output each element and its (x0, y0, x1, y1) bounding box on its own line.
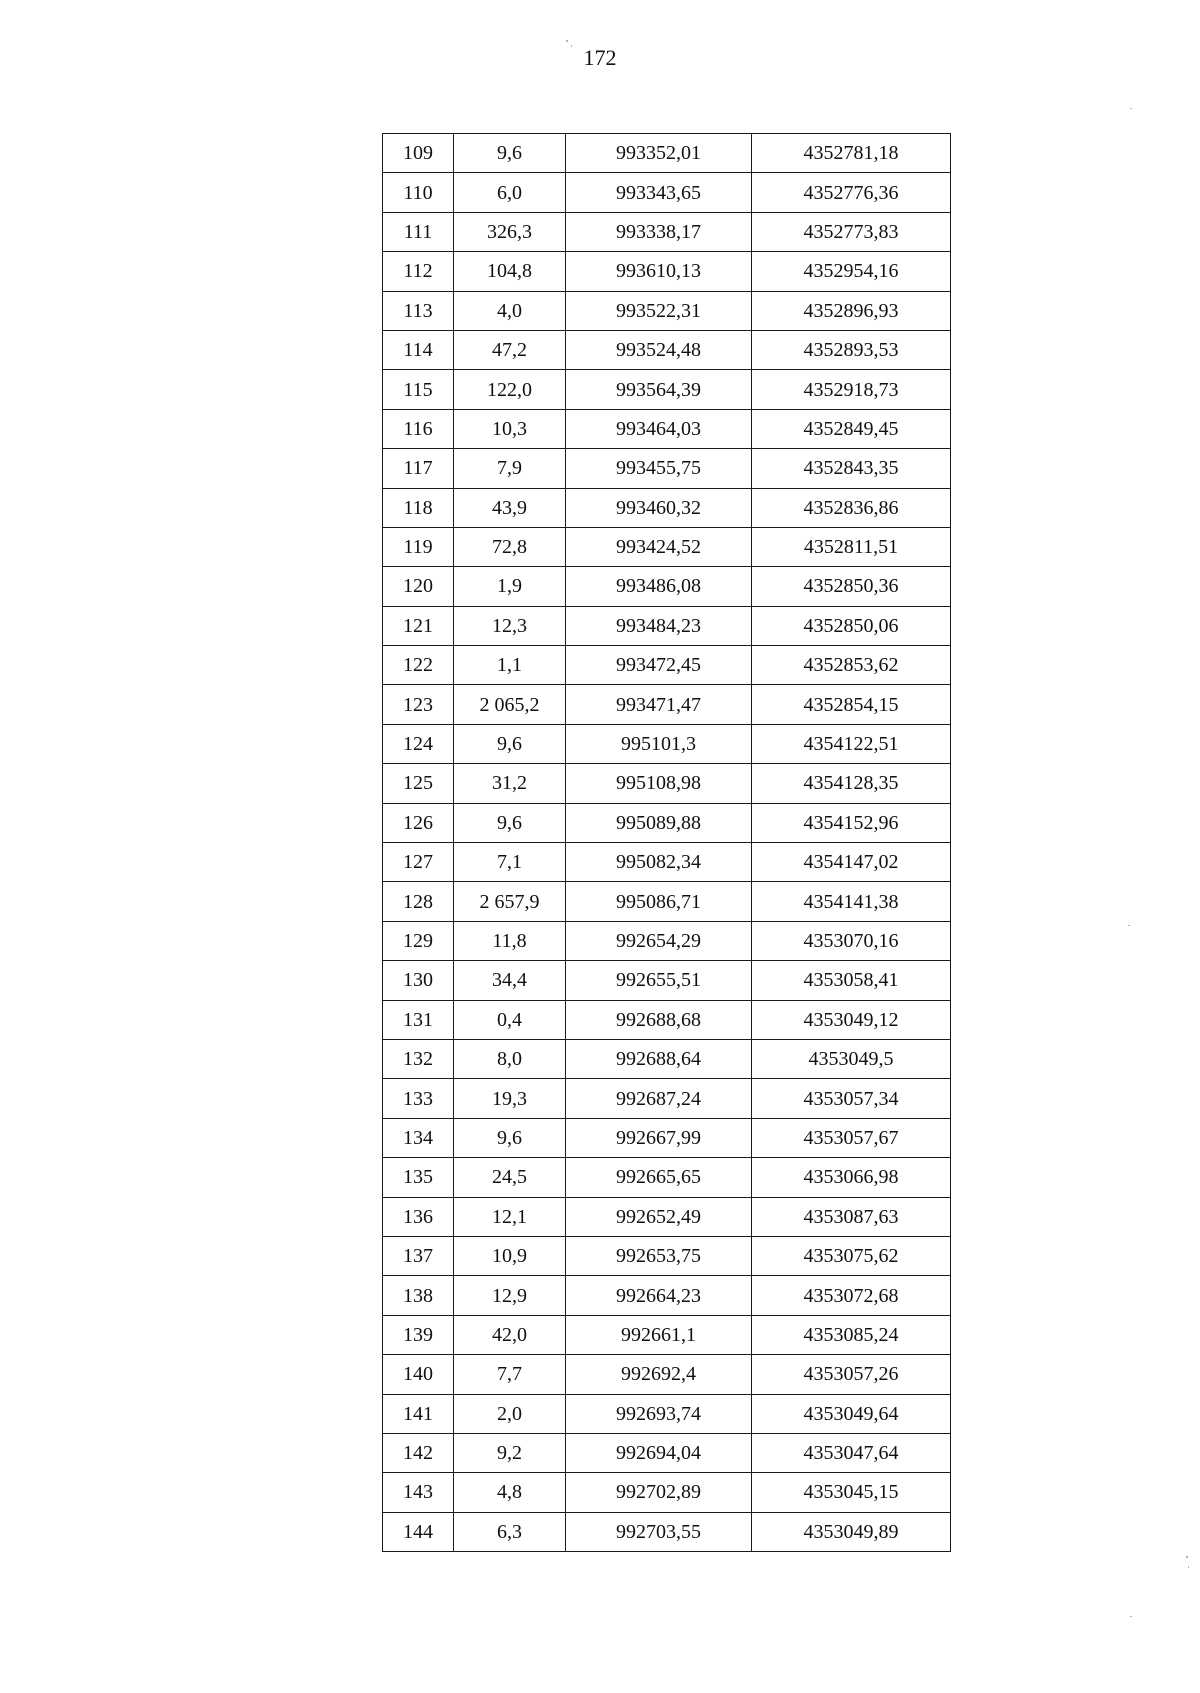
y-coordinate-cell: 4354152,96 (752, 803, 951, 842)
point-number-cell: 125 (383, 764, 454, 803)
y-coordinate-cell: 4354128,35 (752, 764, 951, 803)
x-coordinate-cell: 993352,01 (566, 134, 752, 173)
x-coordinate-cell: 993610,13 (566, 252, 752, 291)
y-coordinate-cell: 4352853,62 (752, 646, 951, 685)
y-coordinate-cell: 4353057,34 (752, 1079, 951, 1118)
x-coordinate-cell: 992654,29 (566, 921, 752, 960)
y-coordinate-cell: 4352850,06 (752, 606, 951, 645)
value-cell: 12,3 (454, 606, 566, 645)
table-row (383, 134, 951, 173)
value-cell: 6,3 (454, 1512, 566, 1551)
value-cell: 12,1 (454, 1197, 566, 1236)
scan-speck (571, 45, 572, 47)
table-row (383, 488, 951, 527)
x-coordinate-cell: 993471,47 (566, 685, 752, 724)
scan-speck (1130, 108, 1132, 109)
y-coordinate-cell: 4353045,15 (752, 1473, 951, 1512)
point-number-cell: 112 (383, 252, 454, 291)
point-number-cell: 138 (383, 1276, 454, 1315)
y-coordinate-cell: 4352893,53 (752, 330, 951, 369)
x-coordinate-cell: 993338,17 (566, 212, 752, 251)
y-coordinate-cell: 4352776,36 (752, 173, 951, 212)
value-cell: 9,2 (454, 1433, 566, 1472)
table-row (383, 1394, 951, 1433)
point-number-cell: 120 (383, 567, 454, 606)
value-cell: 2 065,2 (454, 685, 566, 724)
x-coordinate-cell: 993455,75 (566, 449, 752, 488)
x-coordinate-cell: 992665,65 (566, 1158, 752, 1197)
value-cell: 43,9 (454, 488, 566, 527)
value-cell: 34,4 (454, 961, 566, 1000)
x-coordinate-cell: 992667,99 (566, 1118, 752, 1157)
point-number-cell: 114 (383, 330, 454, 369)
x-coordinate-cell: 992653,75 (566, 1236, 752, 1275)
y-coordinate-cell: 4354147,02 (752, 843, 951, 882)
value-cell: 12,9 (454, 1276, 566, 1315)
value-cell: 7,7 (454, 1355, 566, 1394)
table-row (383, 567, 951, 606)
value-cell: 4,8 (454, 1473, 566, 1512)
value-cell: 104,8 (454, 252, 566, 291)
point-number-cell: 140 (383, 1355, 454, 1394)
value-cell: 7,9 (454, 449, 566, 488)
value-cell: 9,6 (454, 1118, 566, 1157)
y-coordinate-cell: 4353087,63 (752, 1197, 951, 1236)
value-cell: 10,9 (454, 1236, 566, 1275)
table-row (383, 1355, 951, 1394)
x-coordinate-cell: 992694,04 (566, 1433, 752, 1472)
value-cell: 19,3 (454, 1079, 566, 1118)
x-coordinate-cell: 992652,49 (566, 1197, 752, 1236)
value-cell: 8,0 (454, 1039, 566, 1078)
x-coordinate-cell: 992702,89 (566, 1473, 752, 1512)
table-row (383, 724, 951, 763)
coordinates-table-body (383, 134, 951, 1552)
y-coordinate-cell: 4353075,62 (752, 1236, 951, 1275)
value-cell: 7,1 (454, 843, 566, 882)
point-number-cell: 126 (383, 803, 454, 842)
y-coordinate-cell: 4353049,5 (752, 1039, 951, 1078)
point-number-cell: 123 (383, 685, 454, 724)
y-coordinate-cell: 4352850,36 (752, 567, 951, 606)
point-number-cell: 135 (383, 1158, 454, 1197)
point-number-cell: 118 (383, 488, 454, 527)
table-row (383, 1039, 951, 1078)
y-coordinate-cell: 4353047,64 (752, 1433, 951, 1472)
table-row (383, 921, 951, 960)
x-coordinate-cell: 995089,88 (566, 803, 752, 842)
value-cell: 47,2 (454, 330, 566, 369)
value-cell: 11,8 (454, 921, 566, 960)
table-row (383, 803, 951, 842)
table-row (383, 1512, 951, 1551)
value-cell: 9,6 (454, 803, 566, 842)
table-row (383, 1118, 951, 1157)
table-row (383, 1315, 951, 1354)
page-number: 172 (583, 45, 617, 70)
table-row (383, 961, 951, 1000)
value-cell: 9,6 (454, 134, 566, 173)
y-coordinate-cell: 4353057,26 (752, 1355, 951, 1394)
table-row (383, 173, 951, 212)
y-coordinate-cell: 4352843,35 (752, 449, 951, 488)
table-row (383, 1158, 951, 1197)
scan-speck (1186, 1556, 1188, 1558)
table-row (383, 409, 951, 448)
point-number-cell: 115 (383, 370, 454, 409)
x-coordinate-cell: 992688,64 (566, 1039, 752, 1078)
scan-speck (566, 40, 568, 42)
y-coordinate-cell: 4352954,16 (752, 252, 951, 291)
point-number-cell: 124 (383, 724, 454, 763)
value-cell: 2 657,9 (454, 882, 566, 921)
point-number-cell: 116 (383, 409, 454, 448)
table-row (383, 843, 951, 882)
point-number-cell: 131 (383, 1000, 454, 1039)
y-coordinate-cell: 4353058,41 (752, 961, 951, 1000)
value-cell: 42,0 (454, 1315, 566, 1354)
point-number-cell: 128 (383, 882, 454, 921)
point-number-cell: 133 (383, 1079, 454, 1118)
table-row (383, 1433, 951, 1472)
x-coordinate-cell: 993484,23 (566, 606, 752, 645)
value-cell: 24,5 (454, 1158, 566, 1197)
point-number-cell: 119 (383, 527, 454, 566)
x-coordinate-cell: 995101,3 (566, 724, 752, 763)
table-row (383, 449, 951, 488)
y-coordinate-cell: 4354141,38 (752, 882, 951, 921)
point-number-cell: 117 (383, 449, 454, 488)
point-number-cell: 142 (383, 1433, 454, 1472)
table-row (383, 1079, 951, 1118)
table-row (383, 252, 951, 291)
x-coordinate-cell: 992703,55 (566, 1512, 752, 1551)
x-coordinate-cell: 993472,45 (566, 646, 752, 685)
value-cell: 0,4 (454, 1000, 566, 1039)
y-coordinate-cell: 4353049,12 (752, 1000, 951, 1039)
x-coordinate-cell: 993524,48 (566, 330, 752, 369)
x-coordinate-cell: 995086,71 (566, 882, 752, 921)
scan-speck (1128, 925, 1130, 926)
y-coordinate-cell: 4353070,16 (752, 921, 951, 960)
table-row (383, 1236, 951, 1275)
x-coordinate-cell: 992693,74 (566, 1394, 752, 1433)
point-number-cell: 132 (383, 1039, 454, 1078)
coordinates-table (382, 133, 951, 1552)
point-number-cell: 137 (383, 1236, 454, 1275)
x-coordinate-cell: 992688,68 (566, 1000, 752, 1039)
x-coordinate-cell: 993522,31 (566, 291, 752, 330)
point-number-cell: 134 (383, 1118, 454, 1157)
value-cell: 10,3 (454, 409, 566, 448)
table-row (383, 527, 951, 566)
x-coordinate-cell: 995108,98 (566, 764, 752, 803)
x-coordinate-cell: 995082,34 (566, 843, 752, 882)
point-number-cell: 109 (383, 134, 454, 173)
table-row (383, 1276, 951, 1315)
y-coordinate-cell: 4352836,86 (752, 488, 951, 527)
point-number-cell: 139 (383, 1315, 454, 1354)
x-coordinate-cell: 993464,03 (566, 409, 752, 448)
y-coordinate-cell: 4352781,18 (752, 134, 951, 173)
point-number-cell: 110 (383, 173, 454, 212)
y-coordinate-cell: 4353072,68 (752, 1276, 951, 1315)
x-coordinate-cell: 992661,1 (566, 1315, 752, 1354)
point-number-cell: 129 (383, 921, 454, 960)
y-coordinate-cell: 4353049,89 (752, 1512, 951, 1551)
point-number-cell: 144 (383, 1512, 454, 1551)
point-number-cell: 127 (383, 843, 454, 882)
table-row (383, 1000, 951, 1039)
x-coordinate-cell: 993343,65 (566, 173, 752, 212)
x-coordinate-cell: 992664,23 (566, 1276, 752, 1315)
y-coordinate-cell: 4352854,15 (752, 685, 951, 724)
y-coordinate-cell: 4352918,73 (752, 370, 951, 409)
x-coordinate-cell: 993564,39 (566, 370, 752, 409)
table-row (383, 1197, 951, 1236)
value-cell: 9,6 (454, 724, 566, 763)
y-coordinate-cell: 4353085,24 (752, 1315, 951, 1354)
y-coordinate-cell: 4352896,93 (752, 291, 951, 330)
y-coordinate-cell: 4353066,98 (752, 1158, 951, 1197)
x-coordinate-cell: 993424,52 (566, 527, 752, 566)
table-row (383, 1473, 951, 1512)
point-number-cell: 111 (383, 212, 454, 251)
y-coordinate-cell: 4354122,51 (752, 724, 951, 763)
x-coordinate-cell: 992687,24 (566, 1079, 752, 1118)
point-number-cell: 141 (383, 1394, 454, 1433)
point-number-cell: 113 (383, 291, 454, 330)
table-row (383, 330, 951, 369)
scan-speck (1188, 1566, 1189, 1568)
table-row (383, 370, 951, 409)
x-coordinate-cell: 992692,4 (566, 1355, 752, 1394)
table-row (383, 646, 951, 685)
point-number-cell: 121 (383, 606, 454, 645)
x-coordinate-cell: 992655,51 (566, 961, 752, 1000)
y-coordinate-cell: 4352811,51 (752, 527, 951, 566)
x-coordinate-cell: 993486,08 (566, 567, 752, 606)
value-cell: 1,9 (454, 567, 566, 606)
scan-speck (1130, 1616, 1132, 1617)
table-row (383, 882, 951, 921)
point-number-cell: 130 (383, 961, 454, 1000)
value-cell: 326,3 (454, 212, 566, 251)
table-row (383, 764, 951, 803)
value-cell: 6,0 (454, 173, 566, 212)
point-number-cell: 143 (383, 1473, 454, 1512)
point-number-cell: 122 (383, 646, 454, 685)
table-row (383, 685, 951, 724)
value-cell: 2,0 (454, 1394, 566, 1433)
table-row (383, 212, 951, 251)
y-coordinate-cell: 4353057,67 (752, 1118, 951, 1157)
value-cell: 31,2 (454, 764, 566, 803)
y-coordinate-cell: 4352849,45 (752, 409, 951, 448)
table-row (383, 291, 951, 330)
y-coordinate-cell: 4353049,64 (752, 1394, 951, 1433)
value-cell: 1,1 (454, 646, 566, 685)
value-cell: 4,0 (454, 291, 566, 330)
table-row (383, 606, 951, 645)
x-coordinate-cell: 993460,32 (566, 488, 752, 527)
point-number-cell: 136 (383, 1197, 454, 1236)
value-cell: 72,8 (454, 527, 566, 566)
y-coordinate-cell: 4352773,83 (752, 212, 951, 251)
value-cell: 122,0 (454, 370, 566, 409)
